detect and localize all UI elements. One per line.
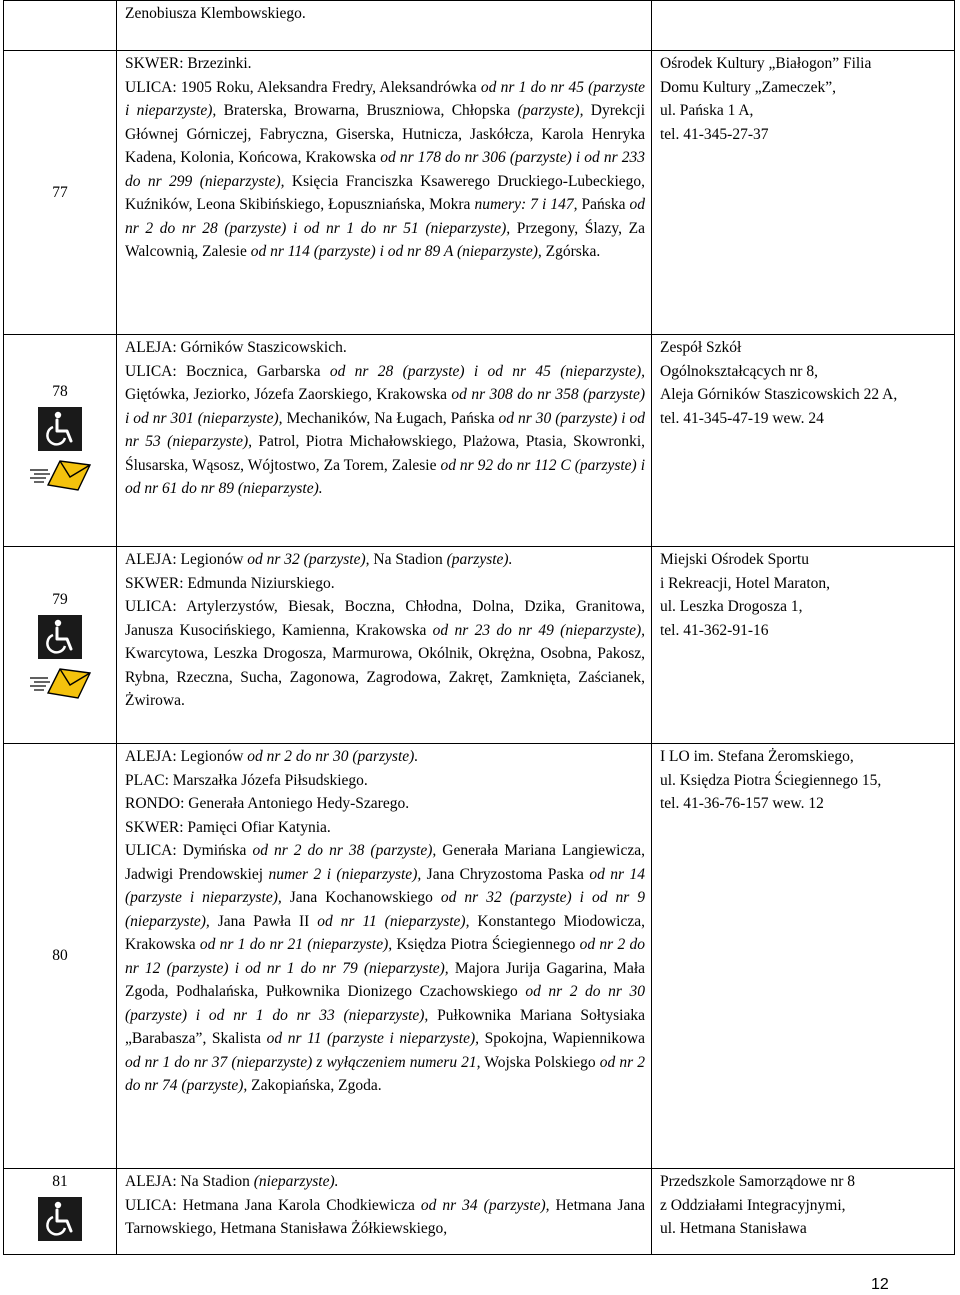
table-row — [4, 1, 955, 51]
street-names-text: Giętówka, Jeziorko, Józefa Zaorskiego, Krakowska — [125, 386, 452, 403]
street-names-text: ALEJA: Górników Staszicowskich. — [125, 339, 347, 356]
street-names-text: Pułkownika Mariana Sołtysiaka „Barabasza”, Skalista — [125, 1006, 645, 1047]
number-range-text: numer 2 i (nieparzyste), — [268, 865, 422, 883]
street-names-text: ULICA: Bocznica, Garbarska — [125, 362, 330, 380]
district-number: 81 — [52, 1173, 68, 1190]
streets-cell — [117, 51, 652, 335]
institution-line: i Rekreacji, Hotel Maraton, — [660, 574, 831, 592]
number-range-text: (parzyste), — [517, 102, 584, 119]
street-names-text: Wojska Polskiego — [480, 1053, 600, 1071]
institution-line: Ośrodek Kultury „Białogon” Filia — [660, 55, 872, 72]
institution-line: Aleja Górników Staszicowskich 22 A, — [660, 386, 898, 403]
number-range-text: od nr 32 (parzyste), — [247, 551, 370, 568]
district-number: 80 — [52, 947, 68, 964]
district-number-cell — [4, 335, 117, 547]
institution-text — [660, 1170, 950, 1241]
street-names-text: Mechaników, Na Ługach, Pańska — [282, 409, 499, 427]
number-range-text: od nr 34 (parzyste), — [420, 1196, 550, 1214]
street-names-text: ULICA: 1905 Roku, Aleksandra Fredry, Aleksandrówka — [125, 78, 481, 96]
institution-cell — [652, 744, 955, 1169]
number-range-text: od nr 2 do nr 30 (parzyste) i od nr 1 do nr 33 (nieparzyste), — [125, 983, 645, 1024]
institution-cell — [652, 547, 955, 744]
streets-text: Zenobiusza Klembowskiego. — [125, 5, 306, 22]
district-number-cell — [4, 1169, 117, 1255]
street-category-line — [125, 839, 645, 1098]
street-names-text: Kwarcytowa, Leszka Drogosza, Marmurowa, Okólnik, Okrężna, Osobna, Pakosz, Rybna, Rzeczna, Sucha, Zagonowa, Zagrodowa, Zakręt, Zamknięta, Zaścianek, Żwirowa. — [125, 645, 645, 709]
institution-line: ul. Hetmana Stanisława — [660, 1220, 807, 1237]
street-names-text: Spokojna, Wapiennikowa — [479, 1030, 645, 1047]
streets-text — [125, 336, 645, 501]
street-category-line — [125, 360, 645, 501]
number-range-text: od nr 2 do nr 38 (parzyste), — [252, 842, 437, 859]
institution-line: ul. Pańska 1 A, — [660, 102, 754, 119]
street-names-text: Konstantego Miodowicza, Krakowska — [125, 912, 646, 953]
street-category-line — [125, 745, 645, 769]
institution-text — [660, 745, 950, 816]
street-names-text: Zakopiańska, Zgoda. — [247, 1077, 382, 1094]
streets-cell — [117, 335, 652, 547]
table-row — [4, 335, 955, 547]
street-names-text: Generała Mariana Langiewicza, Jadwigi Prendowskiej — [125, 842, 645, 883]
street-names-text: Jana Kochanowskiego — [281, 889, 441, 906]
institution-line: tel. 41-362-91-16 — [660, 621, 769, 639]
number-range-text: od nr 2 do nr 74 (parzyste), — [125, 1053, 645, 1094]
table-row — [4, 1169, 955, 1255]
street-names-text: ALEJA: Legionów — [125, 748, 248, 765]
institution-cell — [652, 1169, 955, 1255]
number-range-text: od nr 11 (nieparzyste), — [317, 912, 470, 930]
street-names-text: ULICA: Dymińska — [125, 842, 253, 859]
institution-text — [660, 548, 950, 642]
district-number: 77 — [52, 183, 68, 201]
street-category-line — [125, 572, 645, 596]
street-names-text: Pańska — [577, 196, 630, 213]
street-names-text: Księdza Piotra Ściegiennego — [392, 936, 580, 953]
number-range-text: od nr 23 do nr 49 (nieparzyste), — [432, 621, 645, 639]
street-category-line — [125, 769, 645, 793]
street-names-text: ALEJA: Legionów — [125, 551, 248, 568]
number-range-text: od nr 114 (parzyste) i od nr 89 A (nieparzyste), — [250, 243, 542, 260]
street-names-text: PLAC: Marszałka Józefa Piłsudskiego. — [125, 771, 368, 789]
institution-line: Przedszkole Samorządowe nr 8 — [660, 1173, 855, 1190]
street-names-text: ULICA: Hetmana Jana Karola Chodkiewicza — [125, 1196, 421, 1214]
streets-cell — [117, 744, 652, 1169]
institution-line: ul. Księdza Piotra Ściegiennego 15, — [660, 771, 882, 789]
street-names-text: Jana Pawła II — [209, 912, 318, 930]
number-range-text: od nr 1 do nr 45 (parzyste i nieparzyste), — [125, 78, 646, 119]
street-names-text: Zgórska. — [541, 243, 601, 260]
streets-cell — [117, 547, 652, 744]
institution-cell — [652, 1, 955, 51]
street-names-text: SKWER: Pamięci Ofiar Katynia. — [125, 818, 331, 836]
street-names-text: Hetmana Jana Tarnowskiego, Hetmana Stanisława Żółkiewskiego, — [125, 1196, 645, 1237]
wheelchair-icon — [38, 407, 82, 451]
number-range-text: numery: 7 i 147, — [474, 196, 578, 213]
number-range-text: od nr 14 (parzyste i nieparzyste), — [125, 865, 645, 906]
institution-line: Domu Kultury „Zameczek”, — [660, 78, 837, 96]
streets-text — [125, 52, 645, 264]
institution-line: Miejski Ośrodek Sportu — [660, 551, 809, 568]
street-category-line — [125, 548, 645, 572]
number-range-text: od nr 28 (parzyste) i od nr 45 (nieparzyste), — [329, 362, 646, 380]
institution-line: tel. 41-36-76-157 wew. 12 — [660, 795, 824, 812]
district-number-cell — [4, 547, 117, 744]
institution-text — [660, 336, 950, 430]
street-names-text: Przegony, Ślazy, Za Walcownią, Zalesie — [125, 219, 646, 260]
street-names-text: Dyrekcji Głównej Górniczej, Fabryczna, Giserska, Hutnicza, Jaskółcza, Karola Henryka Kadena, Kolonia, Końcowa, Krakowska — [125, 102, 645, 166]
street-names-text: ULICA: Artylerzystów, Biesak, Boczna, Chłodna, Dolna, Dzika, Granitowa, Janusza Kusocińskiego, Kamienna, Krakowska — [125, 598, 645, 639]
institution-text — [660, 52, 950, 146]
street-names-text: SKWER: Brzezinki. — [125, 55, 252, 72]
street-category-line — [125, 52, 645, 76]
street-names-text: SKWER: Edmunda Niziurskiego. — [125, 574, 335, 592]
district-number: 78 — [52, 383, 68, 400]
streets-cell — [117, 1, 652, 51]
street-names-text: Majora Jurija Gagarina, Mała Zgoda, Podhalańska, Pułkownika Dionizego Czachowskiego — [125, 959, 646, 1000]
streets-cell — [117, 1169, 652, 1255]
table-row — [4, 547, 955, 744]
street-category-line — [125, 1170, 645, 1194]
wheelchair-icon — [38, 1197, 82, 1241]
streets-text — [125, 1170, 645, 1241]
street-names-text: Księcia Franciszka Ksawerego Druckiego-Lubeckiego, Kuźników, Leona Skibińskiego, Łopuszniańska, Mokra — [125, 172, 646, 213]
table-row — [4, 51, 955, 335]
district-number-cell — [4, 744, 117, 1169]
district-number-cell — [4, 1, 117, 51]
district-number: 79 — [52, 591, 68, 608]
number-range-text: od nr 1 do nr 37 (nieparzyste) z wyłączeniem numeru 21, — [125, 1053, 481, 1071]
street-category-line — [125, 595, 645, 713]
number-range-text: od nr 2 do nr 12 (parzyste) i od nr 1 do nr 79 (nieparzyste), — [125, 936, 645, 977]
number-range-text: od nr 32 (parzyste) i od nr 9 (nieparzyste), — [125, 889, 646, 930]
number-range-text: (parzyste). — [446, 551, 513, 568]
district-number-cell — [4, 51, 117, 335]
table-row — [4, 744, 955, 1169]
streets-text — [125, 745, 645, 1098]
street-category-line — [125, 816, 645, 840]
number-range-text: od nr 2 do nr 28 (parzyste) i od nr 1 do nr 51 (nieparzyste), — [125, 196, 646, 237]
street-names-text: RONDO: Generała Antoniego Hedy-Szarego. — [125, 795, 410, 812]
envelope-icon — [30, 459, 92, 491]
street-category-line — [125, 336, 645, 360]
street-names-text: Jana Chryzostoma Paska — [421, 865, 590, 883]
institution-line: ul. Leszka Drogosza 1, — [660, 598, 803, 615]
number-range-text: od nr 30 (parzyste) i od nr 53 (nieparzyste), — [125, 409, 645, 450]
page-number: 12 — [871, 1276, 889, 1293]
street-names-text: Na Stadion — [369, 551, 447, 568]
wheelchair-icon — [38, 615, 82, 659]
street-category-line — [125, 76, 645, 264]
street-category-line — [125, 792, 645, 816]
street-names-text: Braterska, Browarna, Bruszniowa, Chłopska — [216, 102, 518, 119]
number-range-text: (nieparzyste). — [253, 1173, 339, 1190]
streets-text — [125, 548, 645, 713]
number-range-text: od nr 92 do nr 112 C (parzyste) i od nr 61 do nr 89 (nieparzyste). — [125, 456, 645, 497]
institution-line: Zespół Szkół — [660, 339, 742, 356]
institution-cell — [652, 51, 955, 335]
envelope-icon — [30, 667, 92, 699]
institution-line: Ogólnokształcących nr 8, — [660, 362, 818, 380]
institution-line: tel. 41-345-27-37 — [660, 125, 769, 143]
street-names-text: Patrol, Piotra Michałowskiego, Plażowa, Ptasia, Skowronki, Ślusarska, Wąsosz, Wójtostwo, Za Torem, Zalesie — [125, 433, 645, 474]
number-range-text: od nr 11 (parzyste i nieparzyste), — [266, 1030, 480, 1047]
institution-line: I LO im. Stefana Żeromskiego, — [660, 748, 854, 765]
street-category-line — [125, 1194, 645, 1241]
number-range-text: od nr 1 do nr 21 (nieparzyste), — [199, 936, 393, 953]
institution-line: z Oddziałami Integracyjnymi, — [660, 1196, 846, 1214]
number-range-text: od nr 308 do nr 358 (parzyste) i od nr 301 (nieparzyste), — [125, 386, 645, 427]
district-table — [3, 0, 955, 1255]
street-names-text: ALEJA: Na Stadion — [125, 1173, 254, 1190]
number-range-text: od nr 2 do nr 30 (parzyste). — [247, 748, 419, 765]
institution-line: tel. 41-345-47-19 wew. 24 — [660, 409, 824, 427]
number-range-text: od nr 178 do nr 306 (parzyste) i od nr 233 do nr 299 (nieparzyste), — [125, 149, 645, 190]
institution-cell — [652, 335, 955, 547]
